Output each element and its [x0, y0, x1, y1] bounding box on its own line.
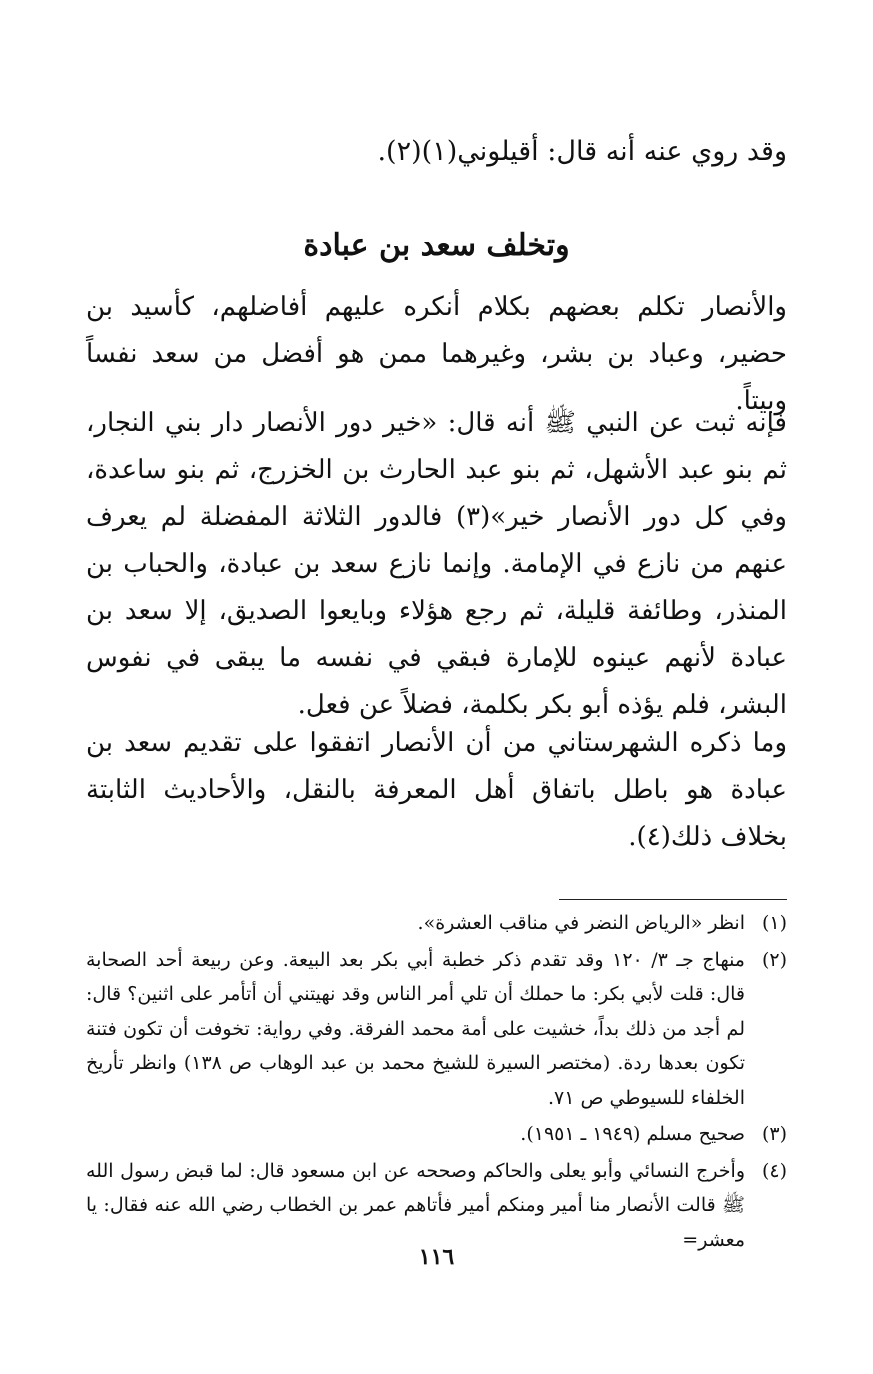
section-heading: وتخلف سعد بن عبادة — [303, 228, 570, 263]
paragraph-ansar: والأنصار تكلم بعضهم بكلام أنكره عليهم أفاضلهم، كأسيد بن حضير، وعباد بن بشر، وغيرهما ممن هو أفضل من سعد نفساً وبيتاً. — [86, 292, 787, 416]
footnote — [86, 906, 787, 941]
paragraph-shahrastani: وما ذكره الشهرستاني من أن الأنصار اتفقوا على تقديم سعد بن عبادة هو باطل باتفاق أهل المعرفة بالنقل، والأحاديث الثابتة بخلاف ذلك(٤). — [86, 728, 787, 852]
page-number: ١١٦ — [418, 1244, 455, 1270]
footnote-number: (٢) — [761, 948, 787, 971]
footnote-text: منهاج جـ ٣/ ١٢٠ وقد تقدم ذكر خطبة أبي بكر بعد البيعة. وعن ربيعة أحد الصحابة قال: قلت لأبي بكر: ما حملك أن تلي أمر الناس وقد نهيتني أن أتأمر على اثنين؟ قال: لم أجد من ذلك بداً، خشيت على أمة محمد الفرقة. وفي رواية: تخوفت أن تكون فتنة تكون بعدها ردة. (مختصر السيرة للشيخ محمد بن عبد الوهاب ص ١٣٨) وانظر تأريخ الخلفاء للسيوطي ص ٧١. — [86, 948, 745, 1109]
paragraph-hadith: فإنه ثبت عن النبي ﷺ أنه قال: «خير دور الأنصار دار بني النجار، ثم بنو عبد الأشهل، ثم بنو عبد الحارث بن الخزرج، ثم بنو ساعدة، وفي كل دور الأنصار خير»(٣) فالدور الثلاثة المفضلة لم يعرف عنهم من نازع في الإمامة. وإنما نازع سعد بن عبادة، والحباب بن المنذر، وطائفة قليلة، ثم رجع هؤلاء وبايعوا الصديق، إلا سعد بن عبادة لأنهم عينوه للإمارة فبقي في نفسه ما يبقى في نفوس البشر، فلم يؤذه أبو بكر بكلمة، فضلاً عن فعل. — [86, 408, 788, 720]
footnote — [86, 943, 787, 1116]
footnote-divider — [559, 899, 787, 900]
footnote-text: وأخرج النسائي وأبو يعلى والحاكم وصححه عن ابن مسعود قال: لما قبض رسول الله ﷺ قالت الأنصار منا أمير ومنكم أمير فأتاهم عمر بن الخطاب رضي الله عنه فقال: يا معشر= — [86, 1159, 745, 1251]
footnote-number: (٤) — [761, 1159, 787, 1182]
footnote-text: صحيح مسلم (١٩٤٩ ـ ١٩٥١). — [520, 1123, 745, 1145]
footnotes — [86, 906, 787, 1259]
footnote — [86, 1117, 787, 1152]
footnote — [86, 1154, 787, 1258]
footnote-number: (١) — [761, 912, 787, 934]
footnote-number: (٣) — [761, 1123, 787, 1145]
intro-line: وقد روي عنه أنه قال: أقيلوني(١)(٢). — [377, 136, 787, 167]
footnote-text: انظر «الرياض النضر في مناقب العشرة». — [417, 912, 745, 934]
